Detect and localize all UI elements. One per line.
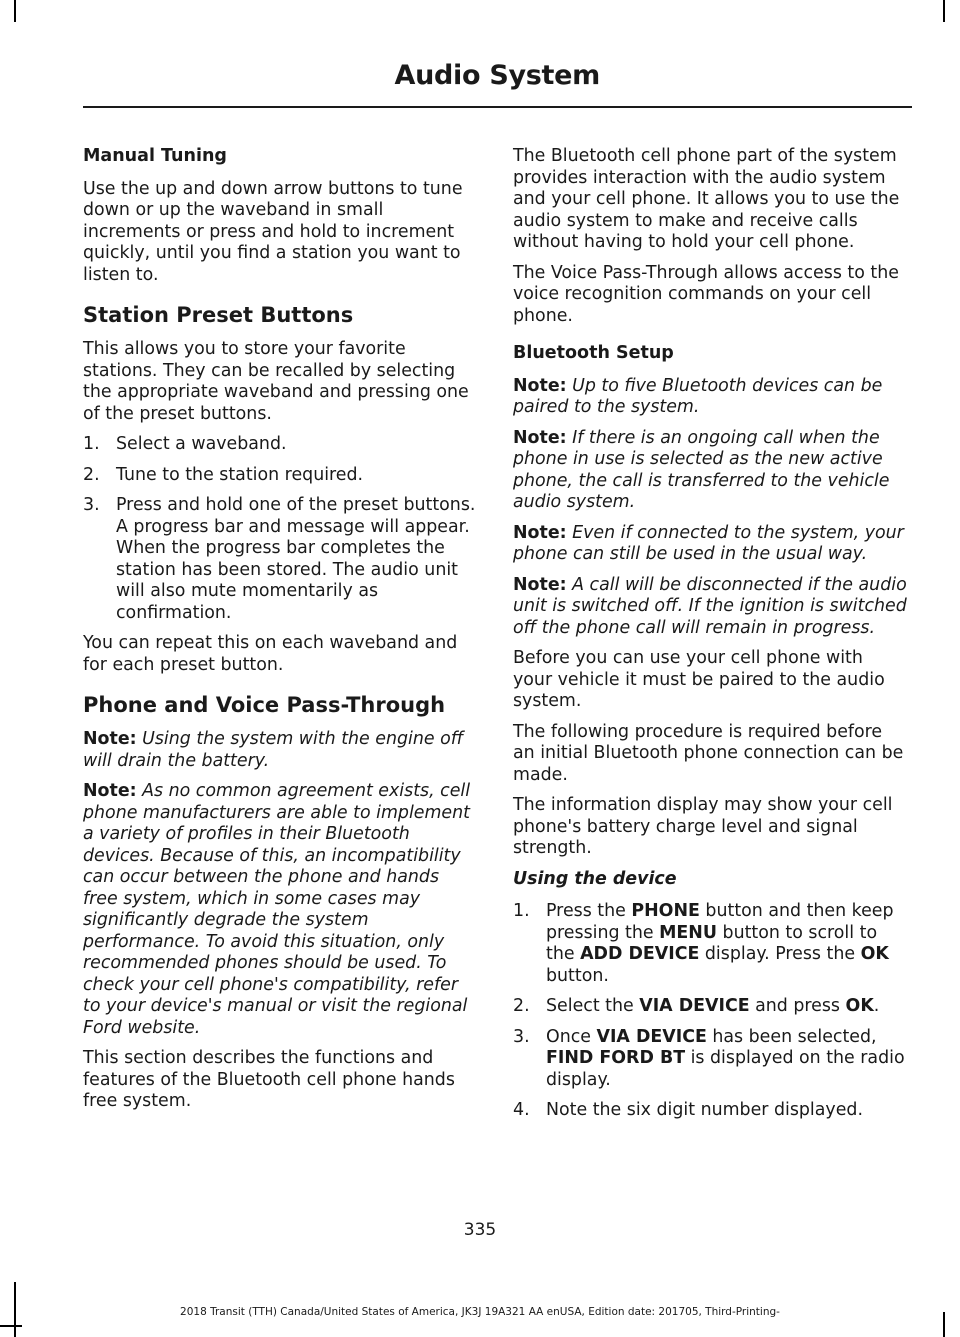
list-item: 1. Press the PHONE button and then keep pressing the MENU button to scroll to the ADD DEVICE display. Press the OK button.: [513, 901, 894, 986]
phone-voice-heading: Phone and Voice Pass-Through: [83, 693, 446, 717]
setup-note-4: Note: A call will be disconnected if the audio unit is switched off. If the ignition is switched off the phone call will remain in progress.: [513, 574, 907, 638]
preset-steps-list: [83, 434, 477, 624]
pairing-text: Before you can use your cell phone with your vehicle it must be paired to the audio system.: [513, 648, 885, 711]
bluetooth-intro: The Bluetooth cell phone part of the system provides interaction with the audio system and your cell phone. It allows you to use the audio system to make and receive calls without having to hold your cell phone.: [513, 146, 900, 252]
left-column: [83, 146, 477, 1122]
bluetooth-setup-heading: Bluetooth Setup: [513, 343, 674, 363]
list-item: 2. Tune to the station required.: [83, 464, 364, 485]
header-divider: [83, 106, 912, 108]
procedure-text: The following procedure is required before an initial Bluetooth phone connection can be made.: [513, 721, 904, 785]
list-item: 1. Select a waveband.: [83, 434, 287, 454]
manual-tuning-body: Use the up and down arrow buttons to tune down or up the waveband in small increments or press and hold to increment quickly, until you find a station you want to listen to.: [83, 178, 463, 285]
phone-note-1: Note: Using the system with the engine off will drain the battery.: [83, 729, 464, 771]
page-number: 335: [463, 1220, 497, 1240]
crop-mark-top-left: [14, 0, 16, 22]
list-item: 4. Note the six digit number displayed.: [513, 1100, 863, 1120]
crop-mark-top-right: [943, 0, 945, 22]
setup-note-3: Note: Even if connected to the system, your phone can still be used in the usual way.: [513, 522, 904, 564]
voice-pass-through-text: The Voice Pass-Through allows access to the voice recognition commands on your cell phone.: [513, 262, 899, 326]
manual-tuning-heading: Manual Tuning: [83, 146, 227, 166]
station-preset-intro: This allows you to store your favorite stations. They can be recalled by selecting the appropriate waveband and pressing one of the preset buttons.: [83, 339, 469, 424]
crop-mark-bottom-left-h: [0, 1325, 22, 1327]
list-item: 3. Once VIA DEVICE has been selected, FIND FORD BT is displayed on the radio display.: [513, 1026, 905, 1090]
footer-edition-info: 2018 Transit (TTH) Canada/United States of America, JK3J 19A321 AA enUSA, Edition date: 201705, Third-Printing-: [180, 1306, 780, 1318]
setup-note-1: Note: Up to five Bluetooth devices can be paired to the system.: [513, 375, 883, 417]
phone-note-2: Note: As no common agreement exists, cell phone manufacturers are able to implement a variety of profiles in their Bluetooth devices. Because of this, an incompatibility can occur between the phone and hands free system, which in some cases may significantly degrade the system performance. To avoid this situation, only recommended phones should be used. To check your cell phone's compatibility, refer to your device's manual or visit the regional Ford website.: [83, 781, 471, 1038]
using-device-heading: Using the device: [513, 868, 677, 889]
using-device-steps: [513, 901, 907, 1122]
page-header-title: Audio System: [394, 60, 600, 91]
station-preset-heading: Station Preset Buttons: [83, 303, 354, 327]
phone-section-body: This section describes the functions and features of the Bluetooth cell phone hands free system.: [83, 1048, 455, 1111]
station-preset-outro: You can repeat this on each waveband and for each preset button.: [83, 633, 458, 675]
list-item: 2. Select the VIA DEVICE and press OK.: [513, 996, 880, 1016]
setup-note-2: Note: If there is an ongoing call when the phone in use is selected as the new active phone, the call is transferred to the vehicle audio system.: [513, 427, 890, 512]
right-column: [513, 146, 907, 1131]
list-item: 3. Press and hold one of the preset buttons. A progress bar and message will appear. When the progress bar completes the station has been stored. The audio unit will also mute momentarily as confirmation.: [83, 495, 476, 623]
display-info-text: The information display may show your cell phone's battery charge level and signal strength.: [513, 795, 893, 858]
